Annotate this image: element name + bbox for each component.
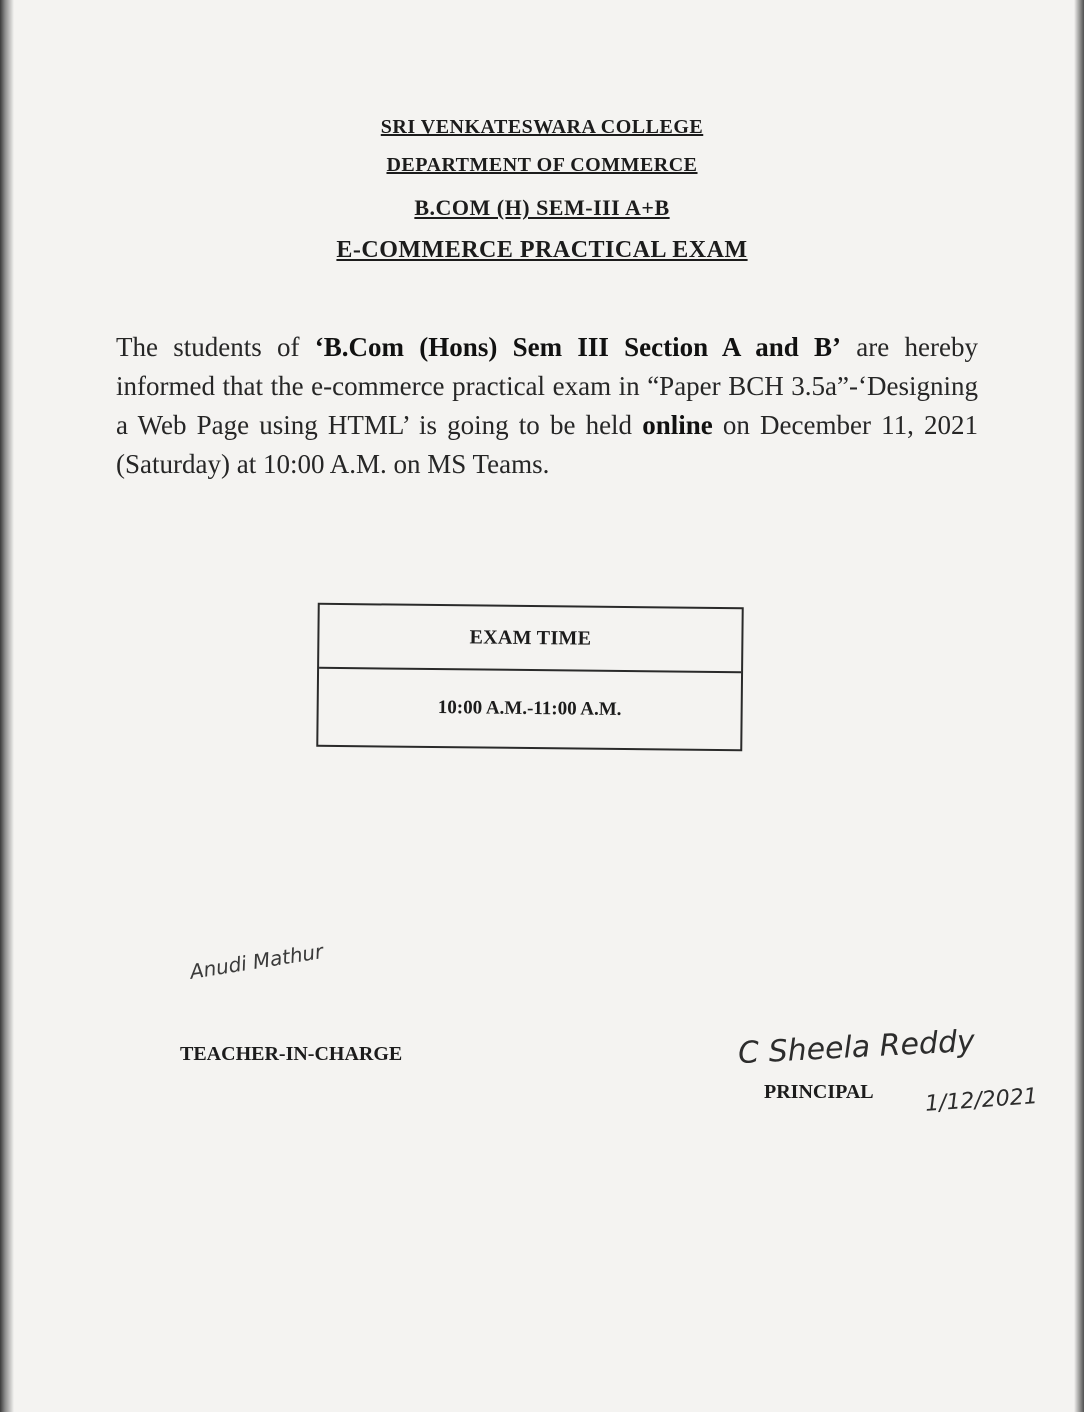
exam-title: E-COMMERCE PRACTICAL EXAM: [336, 237, 748, 263]
course-title: B.COM (H) SEM-III A+B: [414, 195, 670, 220]
notice-body: [116, 328, 978, 484]
notice-bold-class: ‘B.Com (Hons) Sem III Section A and B’: [314, 332, 842, 362]
notice-bold-online: online: [642, 410, 713, 440]
teacher-in-charge-label: TEACHER-IN-CHARGE: [180, 1043, 403, 1065]
exam-time-table: [316, 603, 743, 751]
principal-label: PRINCIPAL: [764, 1081, 874, 1103]
exam-time-value: 10:00 A.M.-11:00 A.M.: [437, 697, 622, 720]
exam-time-heading: EXAM TIME: [319, 605, 742, 673]
notice-text-part2: are hereby informed that the e-commerce practical exam in “Paper BCH 3.5a”-‘Designing a Web Page using HTML’ is going to be held: [116, 332, 978, 440]
notice-text-part3: on December 11, 2021 (Saturday) at 10:00 A.M. on MS Teams.: [116, 410, 978, 479]
teacher-signature: Anudi Mathur: [188, 939, 325, 984]
notice-text-part1: The students of: [116, 332, 315, 362]
principal-signature-date: 1/12/2021: [924, 1084, 1039, 1117]
college-name: SRI VENKATESWARA COLLEGE: [380, 116, 704, 138]
principal-signature: C Sheela Reddy: [737, 1023, 976, 1072]
department-name: DEPARTMENT OF COMMERCE: [386, 154, 698, 176]
